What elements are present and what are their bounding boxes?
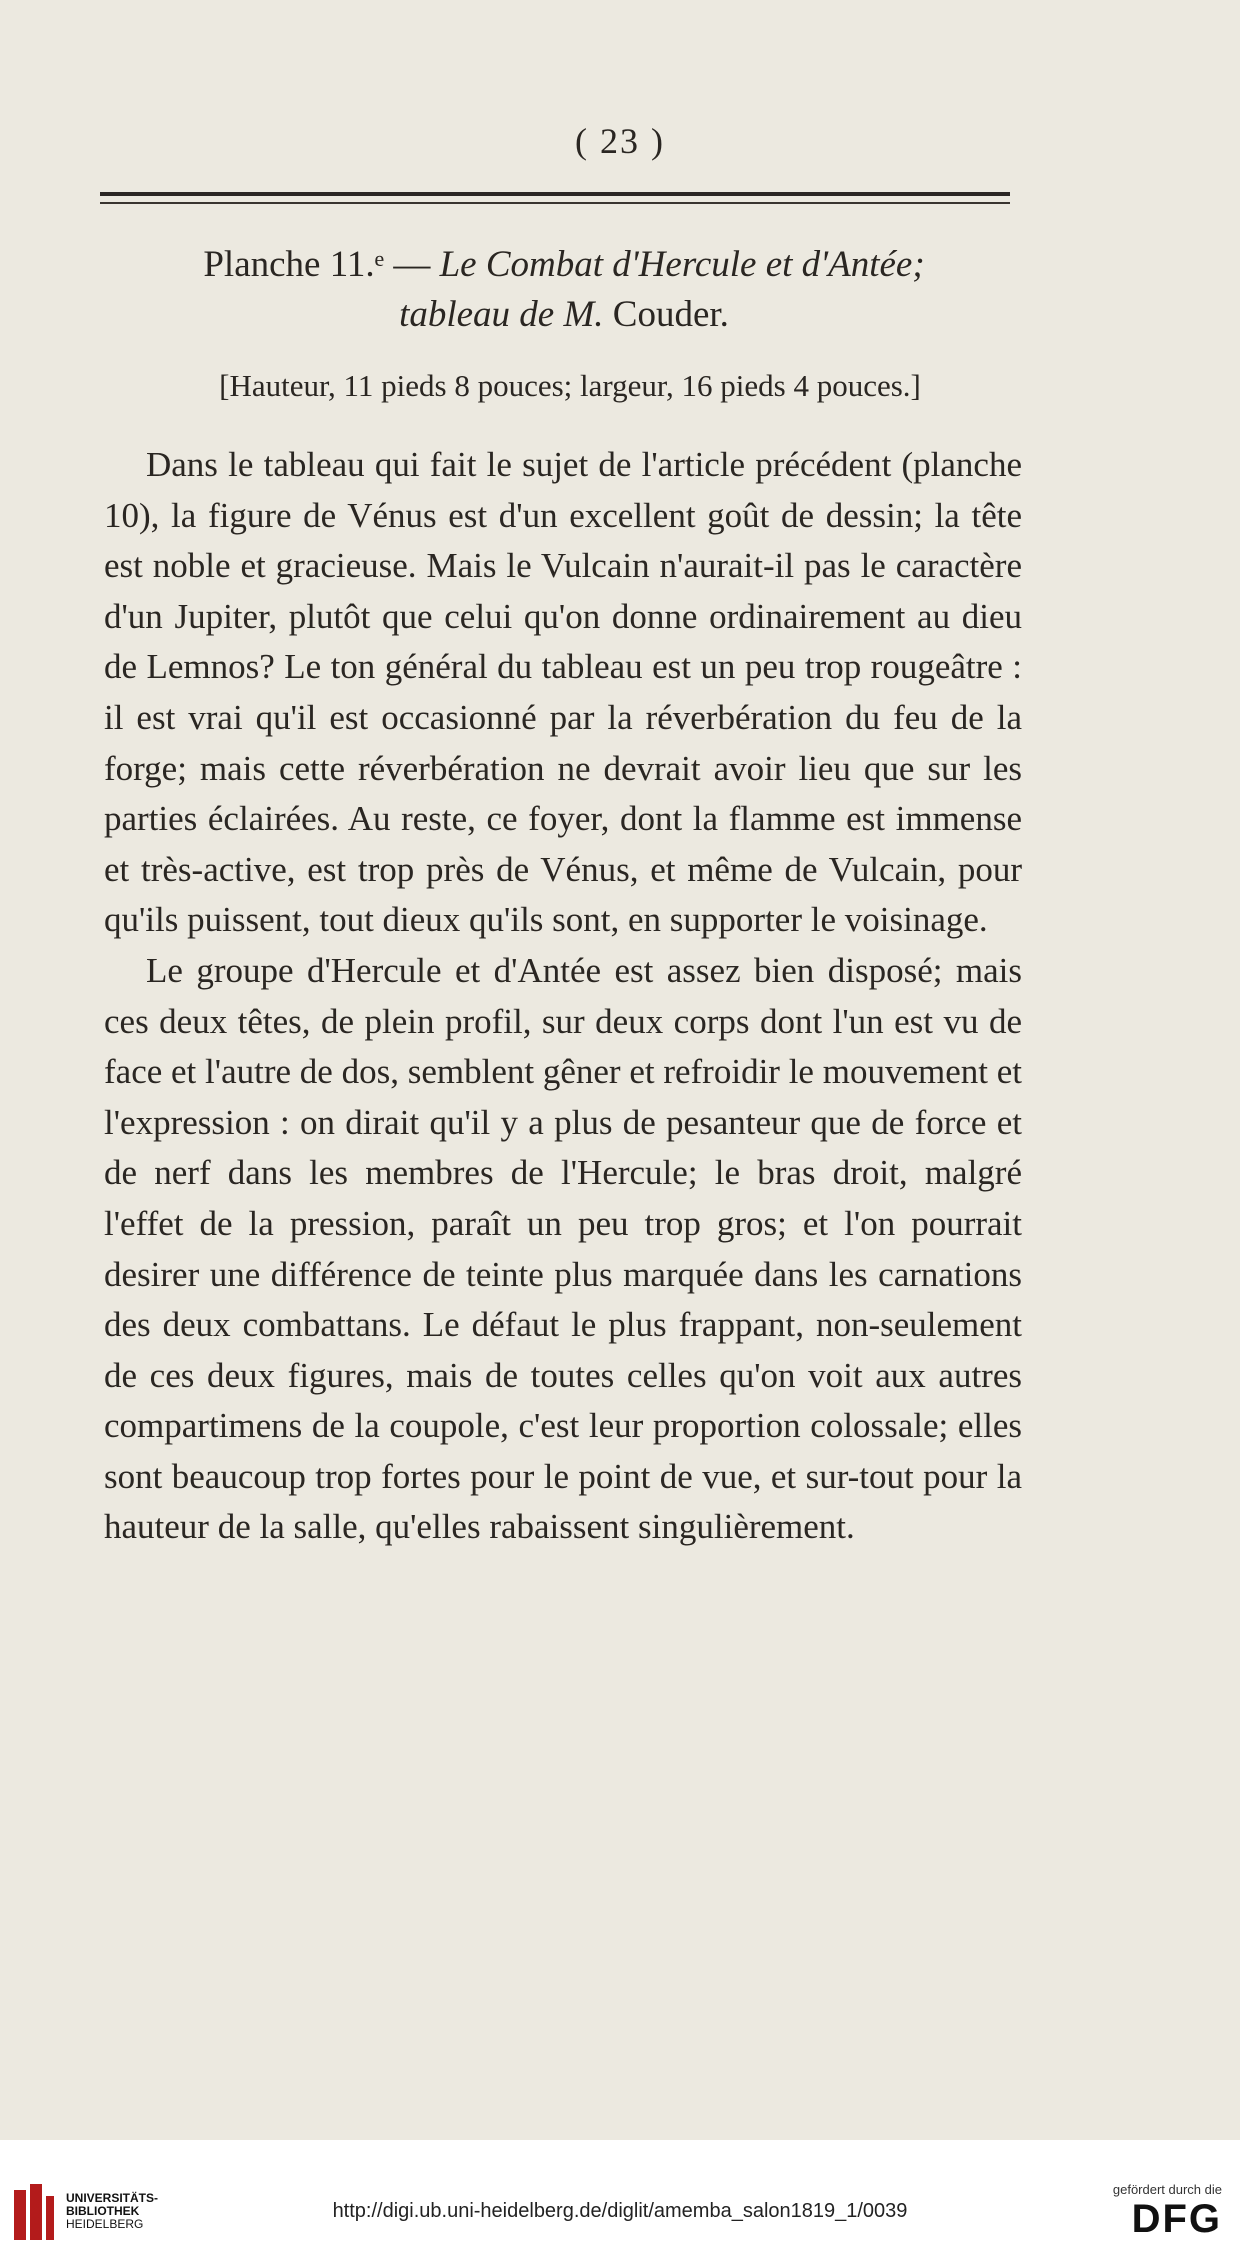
header-rule-thick bbox=[100, 192, 1010, 196]
header-rule-thin bbox=[100, 202, 1010, 204]
library-name: UNIVERSITÄTS- BIBLIOTHEK HEIDELBERG bbox=[66, 2191, 159, 2231]
painting-dimensions: [Hauteur, 11 pieds 8 pouces; largeur, 16 pieds 4 pouces.] bbox=[219, 368, 921, 403]
permalink-url[interactable]: http://digi.ub.uni-heidelberg.de/diglit/amemba_salon1819_1/0039 bbox=[332, 2200, 908, 2222]
painter-name: Couder. bbox=[603, 294, 729, 335]
painting-title: Le Combat d'Hercule et d'Antée; bbox=[439, 244, 925, 285]
plate-number: Planche 11.ᵉ bbox=[203, 244, 385, 285]
body-text bbox=[104, 440, 1022, 1553]
paragraph-1: Dans le tableau qui fait le sujet de l'article précédent (planche 10), la figure de Vénus est d'un excellent goût de dessin; la tête est noble et gracieuse. Mais le Vulcain n'aurait-il pas le caractère d'un Jupiter, plutôt que celui qu'on donne ordinairement au dieu de Lemnos? Le ton général du tableau est un peu trop rougeâtre : il est vrai qu'il est occasionné par la réverbération du feu de la forge; mais cette réverbération ne devrait avoir lieu que sur les parties éclairées. Au reste, ce foyer, dont la flamme est immense et très-active, est trop près de Vénus, et même de Vulcain, pour qu'ils puissent, tout dieux qu'ils sont, en supporter le voisinage. bbox=[104, 445, 1022, 940]
plate-heading bbox=[104, 240, 1024, 340]
dfg-logo: DFG bbox=[1131, 2197, 1222, 2241]
page-number: ( 23 ) bbox=[575, 121, 665, 161]
heading-dash: — bbox=[384, 244, 440, 285]
paragraph-2: Le groupe d'Hercule et d'Antée est assez bien disposé; mais ces deux têtes, de plein profil, sur deux corps dont l'un est vu de face et l'autre de dos, semblent gêner et refroidir le mouvement et l'expression : on dirait qu'il y a plus de pesanteur que de force et de nerf dans les membres de l'Hercule; le bras droit, malgré l'effet de la pression, paraît un peu trop gros; et l'on pourrait desirer une différence de teinte plus marquée dans les carnations des deux combattans. Le défaut le plus frappant, non-seulement de ces deux figures, mais de toutes celles qu'on voit aux autres compartimens de la coupole, c'est leur proportion colossale; elles sont beaucoup trop fortes pour le point de vue, et sur-tout pour la hauteur de la salle, qu'elles rabaissent singulièrement. bbox=[104, 950, 1022, 1547]
funding-credit bbox=[1113, 2182, 1222, 2241]
digitization-footer bbox=[0, 2140, 1240, 2264]
funded-by-label: gefördert durch die bbox=[1112, 2182, 1222, 2197]
painting-attribution: tableau de M. bbox=[399, 294, 604, 335]
